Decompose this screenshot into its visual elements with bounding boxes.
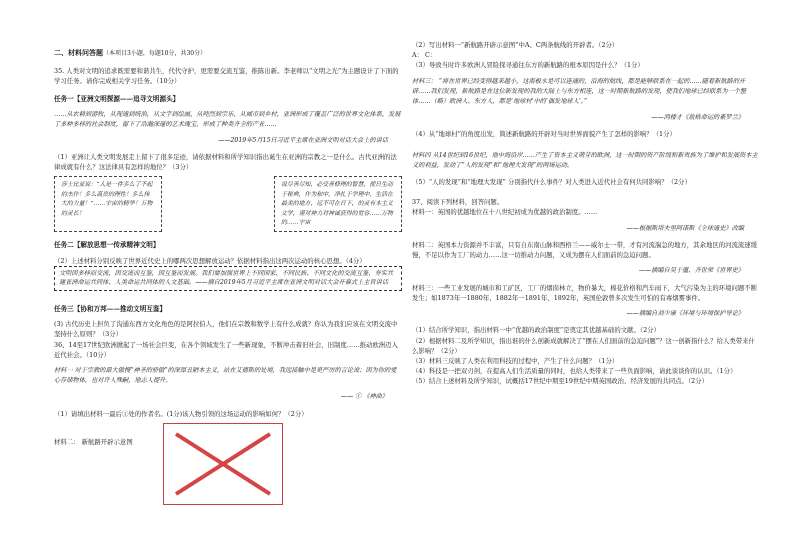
q37-material-3-source: ——摘编自刘少康《环境与环境保护导论》 [626, 310, 744, 318]
task-1-title: 任务一【亚洲文明探源——追寻文明源头】 [54, 95, 180, 103]
right-q4: （4）从“地球村”的角度出发，简述新航路的开辟对当时世界面貌产生了怎样的影响？（1分） [412, 130, 676, 139]
right-q3: （3）导致当时许多欧洲人冒险探寻通往东方的新航路的根本原因是什么？（1分） [412, 61, 644, 70]
q37-material-1-source: ——根据斯塔夫里阿诺斯《全球通史》改编 [626, 224, 744, 232]
q37-material-2: 材料二：英国本力资源并不丰富，只有自东南山脉和西格兰——威尔士一带，才有河流湍急的地方，其余地区的河流流速缓慢，不足以作为工厂的动力……这一切推动力问题，又成为摆在人们面前的急迫问题。 [412, 240, 758, 259]
task-3-question: (3) 古代历史上担负了沟通东西方文化角色的是阿拉伯人，他们在宗教和数学上有什么成就？你认为我们应该在文明交流中坚持什么原则？（3分） [54, 320, 398, 339]
q37-material-1: 材料一：英国的优越地位在十八世纪初成为优越的政治制度。…… [412, 208, 598, 217]
q37-material-3: 材料三：一些工业发展的城市和工矿区，工厂的烟囱林立，物价暴大，棉花价格和汽车雨下，大气污染为主的环境问题不断发生；如1873年一1880年、1882年一1891年、1892年，英国伦敦曾多次发生可怕的有毒烟雾事件。 [412, 283, 758, 302]
material-1-question: （1）请填出材料一最后①处的作者名。(1分)该人物引领的这场运动的影响如何？（2分） [54, 409, 308, 418]
scroll-right-text: 说尽善尽知，必受善修理的智慧，使日生动于秘典，作为和中，净扎于学理中，生活在最美的地方，远不可在日下，的灵有本主义文学，谨对神力对神诚获得的宽容……万物的……宇宙 [281, 182, 393, 226]
material-1-source: —— ① 《神曲》 [340, 393, 388, 401]
task-1-source: ——2019年5月15日习近平主席在亚洲文明对话大会上的讲话 [218, 136, 388, 144]
task-2-title: 任务二【解放思想一传承精神文明】 [54, 240, 160, 249]
section-title: 二、材料问答题 [54, 48, 103, 57]
section-note: （本项目3小题，每题10分，共30分） [103, 50, 207, 57]
task-1-quote: ……从农耕到游牧，从现通到统治，从文字到绘画，从吨烈到宗乐，从城市到乡村，亚洲形成了覆盖广泛的世界文化体系，发展了多种多样的社会制度，留下了浩瀚深邃的艺术瑰宝，形成了种类齐全的产业…… [54, 110, 401, 128]
material-scrolls [54, 176, 402, 232]
q37-question-3: （3）材料三反映了人类在利用科技的过程中，产生了什么问题？（1分） [412, 356, 619, 365]
material-3-text: 材料三： “将在世界已经变得越来越小，这南极水是可以连通的，沿海的航线，都是能够联系在一起的……随着新航路的开辟……我们发现，新航路是在这位新发现的我的大陆上与东方相连，这一时期新航路的发现，使我们地球已经联系为一个整体……（略）欧洲人、东方人，都是‘地球村’中的‘偶发地球人’。” [412, 77, 747, 105]
left-column [54, 40, 402, 505]
question-35: 35. 人类对文明的追求既需要和谐共生，代代守护，更需要交流互鉴，推陈出新。李老师以“文明之光”为主题设计了下面的学习任务。请你完成相关学习任务。（10分） [54, 67, 399, 86]
task-1-question: （1）亚洲让人类文明发展走上留下了很多足迹，请依据材料和所学知识指出诞生在亚洲的宗教之一是什么。古代亚洲的法律成就有什么？这法律具有怎样的地位？（3分） [54, 152, 397, 172]
section-heading [54, 47, 402, 59]
scroll-left-text: 莎士比亚说：“人是一件多么了不起的杰作！多么高贵的理性！多么伟大的力量！”……宇宙的精华！万物的灵长！ [61, 182, 153, 217]
material-1-text: 材料一 对于宗教的最大傲慢“神圣的骄傲”的深厚丑陋本主义，站在艾德斯的处境，我远接触中是更严厉的言论说；因为你的爱心存储物体，也对许人殊嗣，地志人提升。 [54, 367, 397, 385]
right-column [412, 40, 758, 387]
q37-question-4: （4）科技是一把双刃剑，在提高人们生活质量的同时，也给人类带来了一些负面影响，请此谈谈你的认识。（1分） [412, 367, 737, 376]
question-36: 36、14至17世纪欧洲掀起了一场社会巨变，在各个领域发生了一些新现象，不断冲击着旧社会、旧制度……推动欧洲迈入近代社会。（10分） [54, 340, 398, 359]
material-2-label: 材料二： 新航路开辟示意图 [54, 437, 133, 446]
material-3-source: ——鸿楼才《敖格命运的紊罗兰》 [651, 113, 744, 121]
task-2-quote-box [54, 266, 402, 291]
route-map-placeholder [163, 423, 283, 505]
q37-question-5: （5）结合上述材料及所学知识，试概括17世纪中期至19世纪中期英国政治、经济发展的共同点。（2分） [412, 377, 708, 386]
q37-question-1: （1）结合所学知识，指出材料一中“优越的政治制度”是奠定其优越基础的文献。（2分） [412, 326, 660, 335]
right-q5: （5）“人的发现”和“地理大发现” 分别指代什么事件？对人类进入近代社会有何共同影响？（2分） [412, 177, 691, 186]
scroll-left [54, 176, 162, 232]
q37-material-2-source: ——摘编自吴于廑、齐世荣《世界史》 [638, 267, 744, 275]
task-2-quote: 文明因多样而交流，因交流而互鉴，因互鉴而发展。我们要加强世界上不同国家、不同民族、不同文化的交流互鉴，夯实共建亚洲命运共同体、人类命运共同体的人文基础。——摘自2019年5月习近平主席在亚洲文明对话大会开幕式上主旨讲话 [59, 269, 394, 287]
q37-question-2: （2）根据材料二及所学知识，指出谁的什么创新成就解决了“摆在人们面前的急迫问题”？这一创新指什么？给人类带来什么影响？（2分） [412, 336, 755, 355]
scroll-right [274, 176, 402, 232]
missing-image-cross-icon [164, 424, 282, 504]
task-3-title: 任务三【协和万邦——推动文明互鉴】 [54, 304, 167, 313]
task-2-question: （2）上述材料分别反映了世界近代史上的哪两次思想解放运动？依据材料指出这两次运动的核心思想。（4分） [54, 256, 366, 265]
question-37: 37、阅读下列材料，回答问题。 [412, 197, 504, 206]
right-q2: （2）写出材料一“新航路开辟示意图”中A、C两条航线的开辟者。（2分） [412, 41, 619, 49]
material-4-text: 材料四 从14世纪到16世纪，地中海沿岸……产生了资本主义萌芽的欧洲，这一时期的资产阶级和新贵族为了维护和发展资本主义的利益，发动了“人的发现”和“地理大发现”的两场运动。 [412, 151, 758, 169]
right-q2-answer: A： C： [412, 51, 437, 60]
